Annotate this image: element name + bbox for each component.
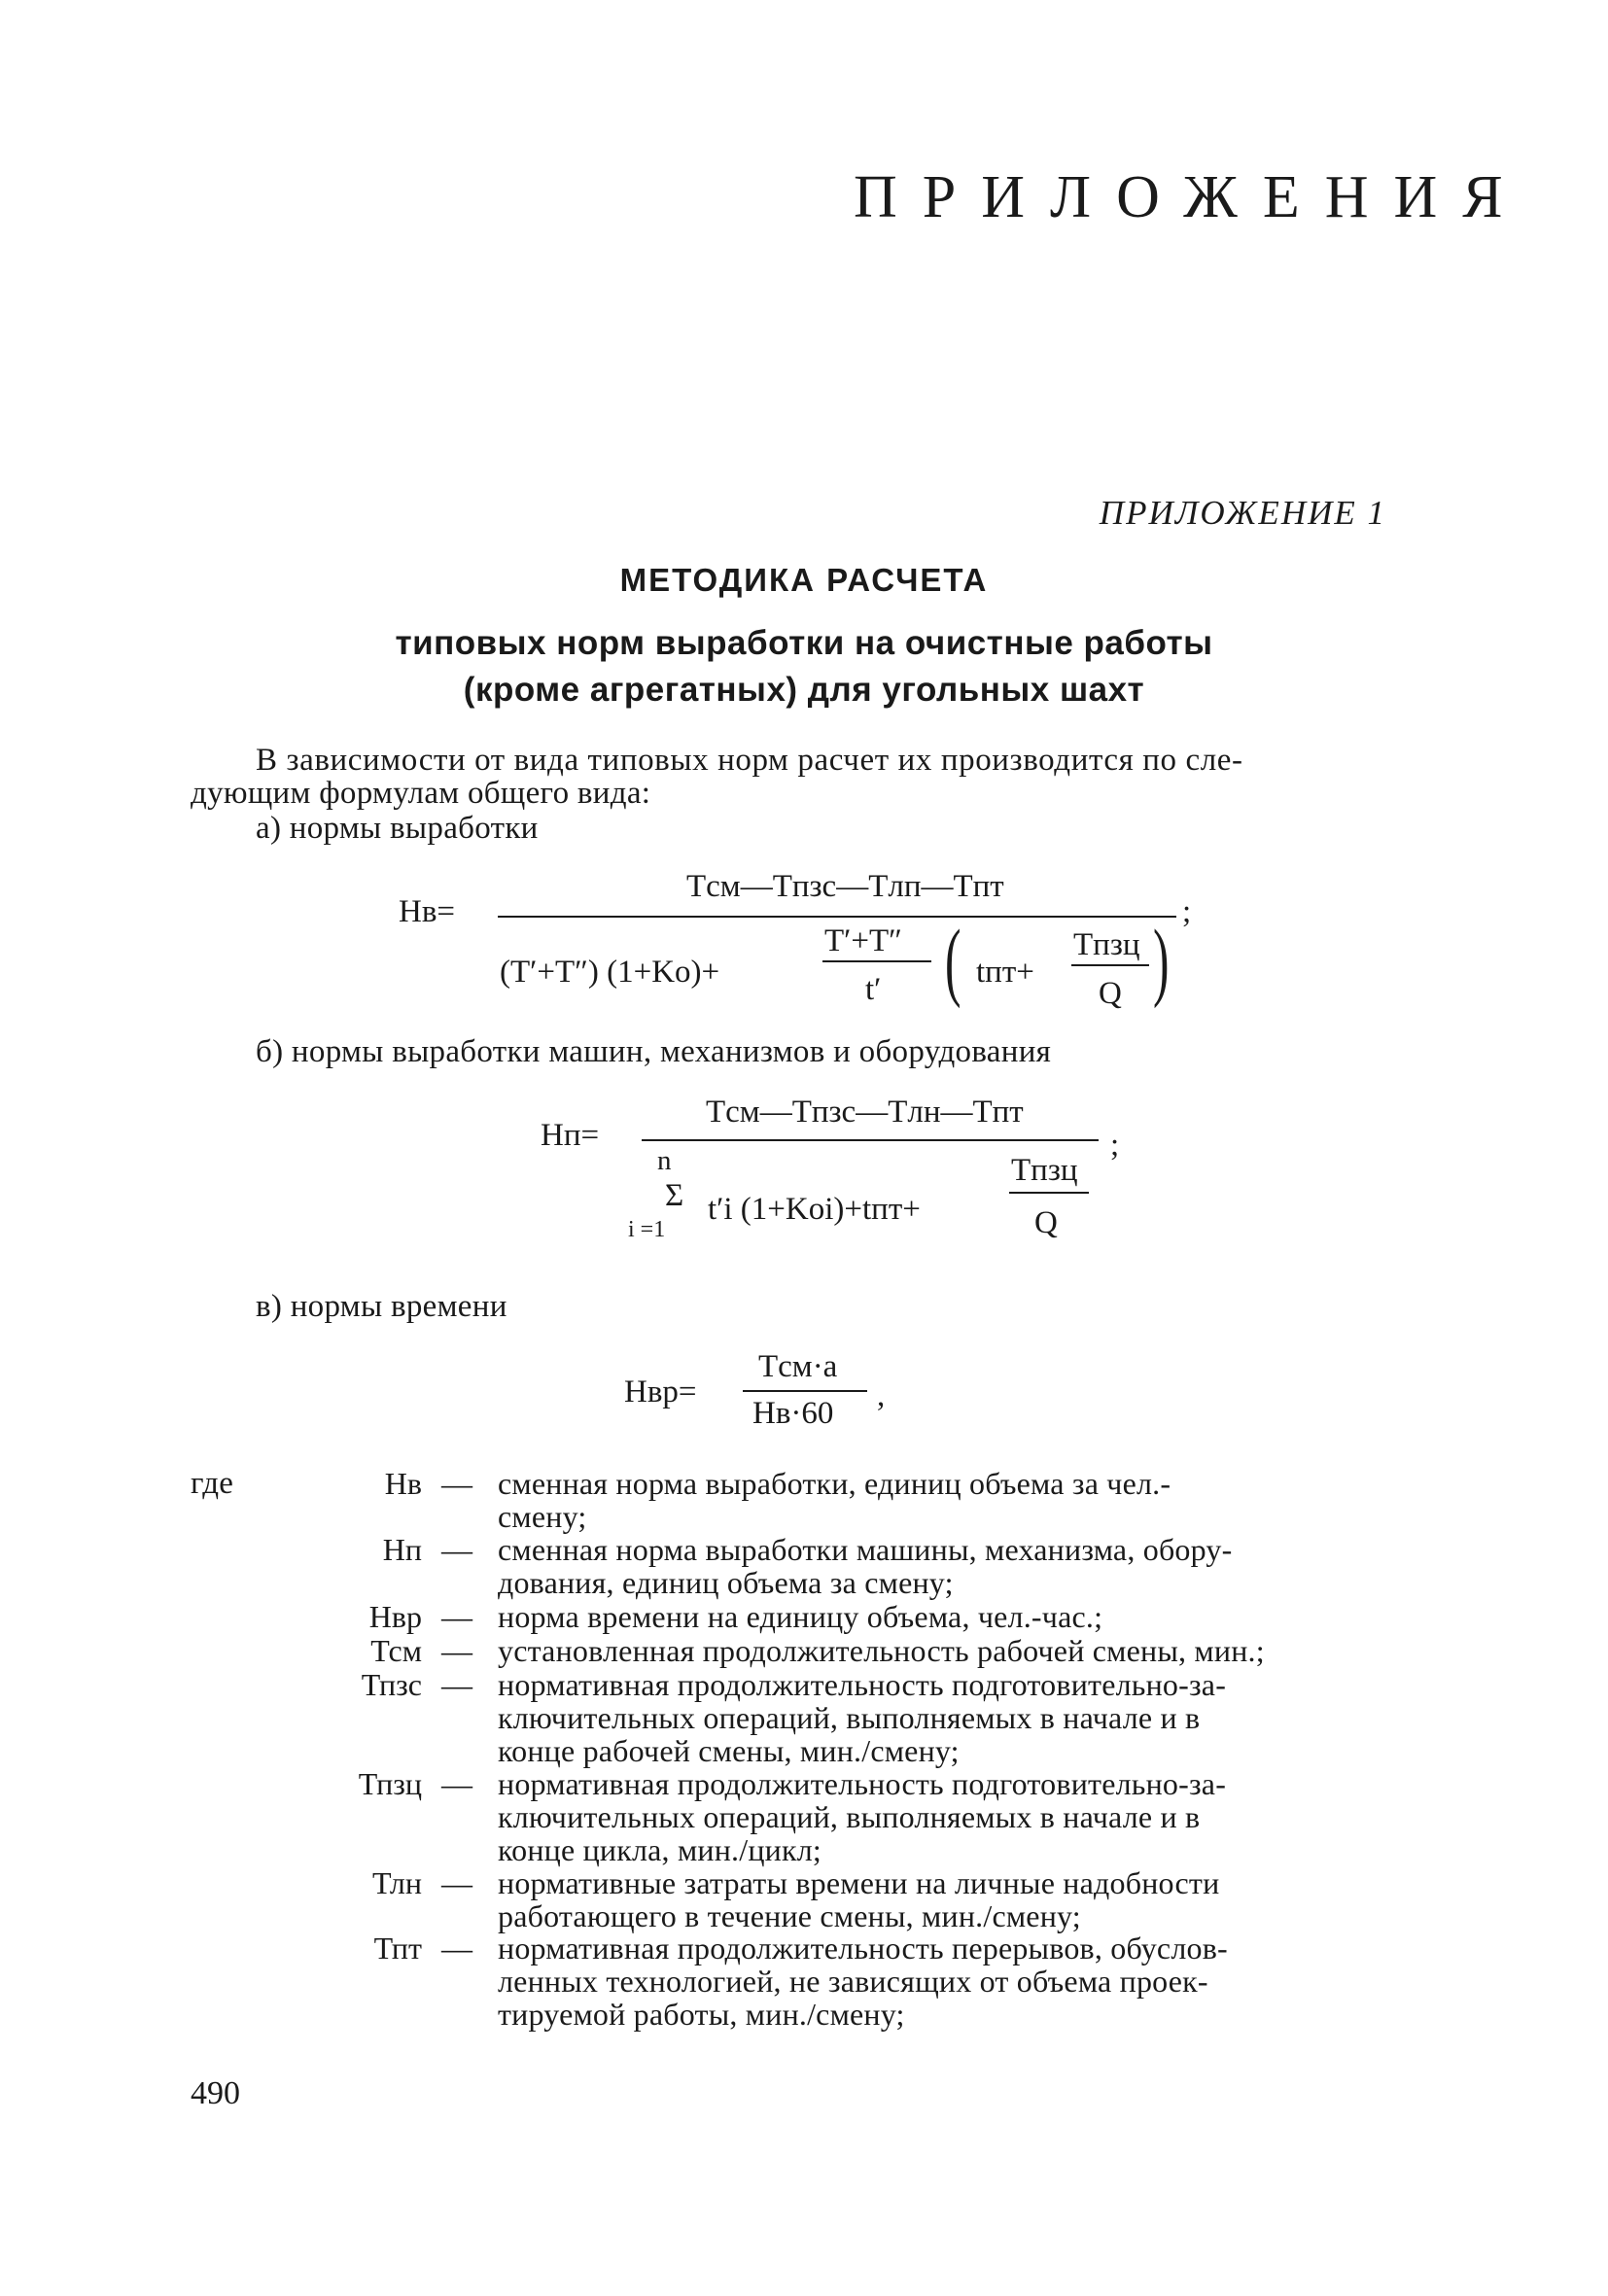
formula-a-main-bar: [498, 916, 1176, 918]
definition-symbol: Нвр: [368, 1599, 422, 1634]
definition-text-line: ключительных операций, выполняемых в начале и в: [498, 1799, 1201, 1834]
definition-dash: —: [441, 1599, 472, 1634]
main-title: ПРИЛОЖЕНИЯ: [854, 164, 1528, 230]
formula-b-sum-bottom: i =1: [628, 1217, 666, 1242]
definition-text-line: дования, единиц объема за смену;: [498, 1565, 954, 1600]
definition-dash: —: [441, 1466, 472, 1501]
definition-text-line: конце цикла, мин./цикл;: [498, 1832, 821, 1867]
definition-symbol: Тлн: [371, 1865, 422, 1900]
formula-a-left-paren: (: [945, 913, 961, 1009]
definition-symbol: Тпт: [373, 1931, 422, 1966]
formula-a-tp-num: Tпзц: [1073, 927, 1140, 962]
definition-text-line: ключительных операций, выполняемых в начале и в: [498, 1700, 1201, 1735]
definition-text-line: сменная норма выработки машины, механизма, обору-: [498, 1532, 1233, 1567]
definition-dash: —: [441, 1865, 472, 1900]
item-c-label: в) нормы времени: [256, 1289, 507, 1324]
formula-b-sum-sign: Σ: [665, 1178, 684, 1213]
formula-a-inner-num: T′+T″: [824, 923, 902, 958]
formula-a-inner-sum: tпт+: [976, 955, 1034, 990]
definition-symbol: Тпзц: [358, 1766, 422, 1801]
item-a-label: а) нормы выработки: [256, 811, 539, 846]
formula-b-lhs: Нп=: [541, 1118, 600, 1153]
definition-text-line: нормативные затраты времени на личные надобности: [498, 1865, 1220, 1900]
formula-b-end: ;: [1110, 1128, 1120, 1163]
formula-b-tp-num: Tпзц: [1011, 1153, 1078, 1188]
formula-a-lhs: Нв=: [399, 894, 456, 929]
formula-a-tp-den: Q: [1099, 976, 1122, 1011]
definition-text-line: норма времени на единицу объема, чел.-час.;: [498, 1599, 1103, 1634]
formula-c-denominator: Нв·60: [752, 1396, 834, 1431]
intro-line-2: дующим формулам общего вида:: [191, 776, 651, 811]
subtitle-line-1: типовых норм выработки на очистные работы: [395, 624, 1213, 662]
appendix-label: ПРИЛОЖЕНИЕ 1: [1099, 494, 1386, 532]
definition-dash: —: [441, 1633, 472, 1668]
formula-c-bar: [743, 1390, 867, 1392]
definition-symbol: Тпзс: [361, 1667, 422, 1702]
where-label: где: [191, 1466, 234, 1501]
item-b-label: б) нормы выработки машин, механизмов и оборудования: [256, 1034, 1052, 1069]
definition-symbol: Тсм: [370, 1633, 422, 1668]
intro-line-1: В зависимости от вида типовых норм расчет их производится по сле-: [256, 743, 1243, 778]
formula-a-end: ;: [1182, 894, 1192, 929]
definition-text-line: конце рабочей смены, мин./смену;: [498, 1733, 960, 1768]
formula-b-main-bar: [642, 1139, 1099, 1141]
formula-a-numerator: Tсм—Tпзс—Tлп—Tпт: [686, 869, 1004, 904]
definition-dash: —: [441, 1532, 472, 1567]
subtitle-line-2: (кроме агрегатных) для угольных шахт: [463, 671, 1145, 709]
definition-dash: —: [441, 1667, 472, 1702]
formula-b-tp-bar: [1009, 1192, 1089, 1194]
definition-dash: —: [441, 1931, 472, 1966]
formula-b-tp-den: Q: [1034, 1205, 1058, 1240]
definition-text-line: установленная продолжительность рабочей смены, мин.;: [498, 1633, 1265, 1668]
formula-b-sum-top: n: [657, 1145, 672, 1176]
formula-b-sum-body: t′i (1+Koi)+tпт+: [708, 1192, 921, 1227]
definition-dash: —: [441, 1766, 472, 1801]
definition-text-line: нормативная продолжительность подготовительно-за-: [498, 1766, 1227, 1801]
definition-symbol: Нв: [384, 1466, 422, 1501]
formula-a-denom-part1: (T′+T″) (1+Kо)+: [500, 955, 720, 990]
definition-symbol: Нп: [382, 1532, 422, 1567]
formula-c-end: ,: [877, 1378, 886, 1413]
page-number: 490: [191, 2075, 240, 2111]
formula-a-inner-bar: [822, 960, 931, 962]
definition-text-line: сменная норма выработки, единиц объема за чел.-: [498, 1466, 1171, 1501]
definition-text-line: ленных технологией, не зависящих от объема проек-: [498, 1964, 1208, 1999]
formula-b-numerator: Tсм—Tпзс—Tлн—Tпт: [706, 1095, 1024, 1130]
definition-text-line: работающего в течение смены, мин./смену;: [498, 1898, 1081, 1933]
method-title: МЕТОДИКА РАСЧЕТА: [619, 562, 989, 598]
definition-text-line: тируемой работы, мин./смену;: [498, 1997, 905, 2032]
formula-c-lhs: Нвр=: [624, 1374, 697, 1409]
formula-a-inner-den: t′: [865, 972, 882, 1007]
definition-text-line: нормативная продолжительность подготовительно-за-: [498, 1667, 1227, 1702]
definition-text-line: нормативная продолжительность перерывов, обуслов-: [498, 1931, 1228, 1966]
definition-text-line: смену;: [498, 1499, 587, 1534]
formula-a-tp-bar: [1071, 964, 1149, 966]
formula-c-numerator: Tсм·а: [758, 1349, 838, 1384]
formula-a-right-paren: ): [1153, 913, 1170, 1009]
